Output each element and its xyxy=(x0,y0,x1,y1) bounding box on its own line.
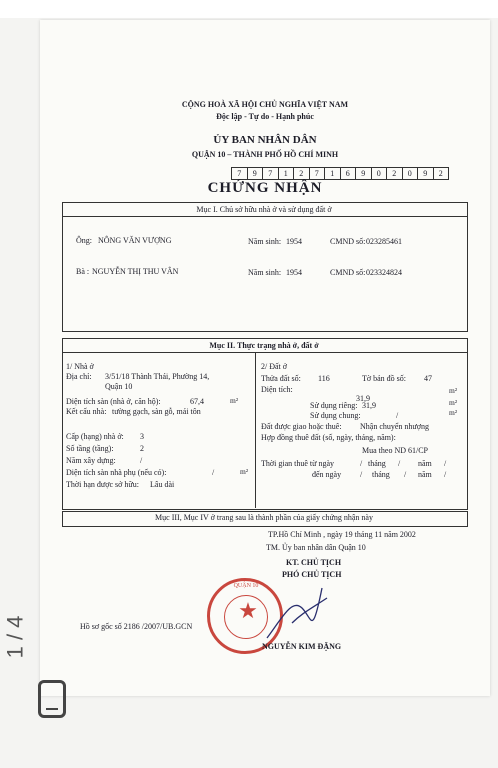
serial-digit: 9 xyxy=(248,168,264,179)
structure-label: Kết cấu nhà: xyxy=(66,407,107,416)
slash: / xyxy=(444,470,447,479)
serial-digit: 7 xyxy=(232,168,248,179)
signer-name: NGUYỄN KIM ĐẶNG xyxy=(262,642,342,651)
motto: Độc lập - Tự do - Hạnh phúc xyxy=(216,112,314,121)
slash: / xyxy=(398,459,401,468)
slash: / xyxy=(444,459,447,468)
floor-area: 67,4 xyxy=(190,397,204,406)
lease-from-label: Thời gian thuê từ ngày xyxy=(261,459,334,468)
house-title: 1/ Nhà ở xyxy=(66,362,94,371)
lease: Mua theo ND 61/CP xyxy=(362,446,428,455)
built-year-label: Năm xây dựng: xyxy=(66,456,116,465)
section-1-heading: Mục I. Chủ sở hữu nhà ở và sử dụng đất ở xyxy=(196,205,332,214)
serial-digit: 0 xyxy=(403,168,419,179)
serial-digit: 7 xyxy=(310,168,326,179)
top-bar xyxy=(0,0,498,18)
address-line2: Quận 10 xyxy=(105,382,133,391)
structure: tường gạch, sàn gỗ, mái tôn xyxy=(112,407,201,416)
lease-to-label: đến ngày xyxy=(312,470,342,479)
aux-area: / xyxy=(212,468,215,477)
month-label: tháng xyxy=(372,470,390,479)
owner2-name: NGUYỄN THỊ THU VÂN xyxy=(92,267,179,276)
private: 31,9 xyxy=(362,401,376,410)
republic-title: CỘNG HOÀ XÃ HỘI CHỦ NGHĨA VIỆT NAM xyxy=(181,100,349,109)
owner1-id: 023285461 xyxy=(366,237,402,246)
floor-area-unit: m² xyxy=(230,396,239,405)
vice-chairman: PHÓ CHỦ TỊCH xyxy=(282,570,342,579)
owner1-birth-label: Năm sinh: xyxy=(248,237,282,246)
serial-number xyxy=(231,167,449,180)
section-3-note: Mục III, Mục IV ở trang sau là thành phần của giấy chứng nhận này xyxy=(155,513,373,522)
slash: / xyxy=(360,459,363,468)
serial-digit: 7 xyxy=(263,168,279,179)
serial-digit: 6 xyxy=(341,168,357,179)
built-year: / xyxy=(140,456,143,465)
aux-area-label: Diện tích sàn nhà phụ (nếu có): xyxy=(66,468,167,477)
divider xyxy=(62,216,467,217)
area: 31,9 xyxy=(356,394,370,403)
slash: / xyxy=(404,470,407,479)
slash: / xyxy=(360,470,363,479)
address-line1: 3/51/18 Thành Thái, Phường 14, xyxy=(105,372,210,381)
floors: 2 xyxy=(140,444,144,453)
year-label: năm xyxy=(418,470,432,479)
section-2-heading: Mục II. Thực trạng nhà ở, đất ở xyxy=(209,341,319,350)
shared-unit: m² xyxy=(449,408,458,417)
serial-digit: 0 xyxy=(372,168,388,179)
parcel-label: Thửa đất số: xyxy=(261,374,301,383)
owner2-id: 023324824 xyxy=(366,268,402,277)
place-date: TP.Hồ Chí Minh , ngày 19 tháng 11 năm 2002 xyxy=(268,530,416,539)
private-label: Sử dụng riêng: xyxy=(310,401,358,410)
owner2-label: Bà : xyxy=(76,267,90,276)
land-title: 2/ Đất ở xyxy=(261,362,288,371)
owner1-id-label: CMND số: xyxy=(330,237,366,246)
month-label: tháng xyxy=(368,459,386,468)
serial-digit: 2 xyxy=(294,168,310,179)
star-icon: ★ xyxy=(238,598,258,623)
serial-digit: 9 xyxy=(418,168,434,179)
kt-chairman: KT. CHỦ TỊCH xyxy=(286,558,342,567)
grade: 3 xyxy=(140,432,144,441)
area-label: Diện tích: xyxy=(261,385,293,394)
owner1-label: Ông: xyxy=(76,236,92,245)
device-bar xyxy=(46,708,58,710)
owner2-birth-label: Năm sinh: xyxy=(248,268,282,277)
committee-title: ỦY BAN NHÂN DÂN xyxy=(213,134,317,146)
origin-label: Đất được giao hoặc thuê: xyxy=(261,422,342,431)
owner1-name: NÔNG VĂN VƯỢNG xyxy=(98,236,172,245)
map: 47 xyxy=(424,374,432,383)
floors-label: Số tầng (tầng): xyxy=(66,444,114,453)
area-unit: m² xyxy=(449,386,458,395)
page-counter-text: 1 / 4 xyxy=(2,615,28,659)
page-counter xyxy=(2,600,42,670)
floor-area-label: Diện tích sàn (nhà ở, căn hộ): xyxy=(66,397,161,406)
shared-label: Sử dụng chung: xyxy=(310,411,361,420)
serial-digit: 2 xyxy=(387,168,403,179)
shared: / xyxy=(396,411,399,420)
origin: Nhận chuyển nhượng xyxy=(360,422,429,431)
district-title: QUẬN 10 – THÀNH PHỐ HỒ CHÍ MINH xyxy=(191,150,339,159)
grade-label: Cấp (hạng) nhà ở: xyxy=(66,432,124,441)
owner2-id-label: CMND số: xyxy=(330,268,366,277)
private-unit: m² xyxy=(449,398,458,407)
divider xyxy=(62,352,467,353)
address-label: Địa chỉ: xyxy=(66,372,92,381)
file-number: Hồ sơ gốc số 2186 /2007/UB.GCN xyxy=(80,622,193,631)
parcel: 116 xyxy=(318,374,330,383)
ownership-term: Lâu dài xyxy=(150,480,175,489)
map-label: Tờ bản đồ số: xyxy=(362,374,407,383)
aux-area-unit: m² xyxy=(240,467,249,476)
signature-stroke xyxy=(262,578,332,648)
behalf: TM. Ủy ban nhân dân Quận 10 xyxy=(266,543,366,552)
year-label: năm xyxy=(418,459,432,468)
ownership-term-label: Thời hạn được sở hữu: xyxy=(66,480,139,489)
serial-digit: 1 xyxy=(325,168,341,179)
owner1-birth: 1954 xyxy=(286,237,302,246)
seal-text: QUẬN 10 xyxy=(233,583,259,589)
certificate-title: CHỨNG NHẬN xyxy=(207,180,323,196)
owner2-birth: 1954 xyxy=(286,268,302,277)
lease-label: Hợp đồng thuê đất (số, ngày, tháng, năm): xyxy=(261,433,396,442)
serial-digit: 1 xyxy=(279,168,295,179)
serial-digit: 2 xyxy=(438,169,443,178)
divider xyxy=(255,352,256,508)
device-frame-icon[interactable] xyxy=(38,680,66,718)
serial-digit: 9 xyxy=(356,168,372,179)
